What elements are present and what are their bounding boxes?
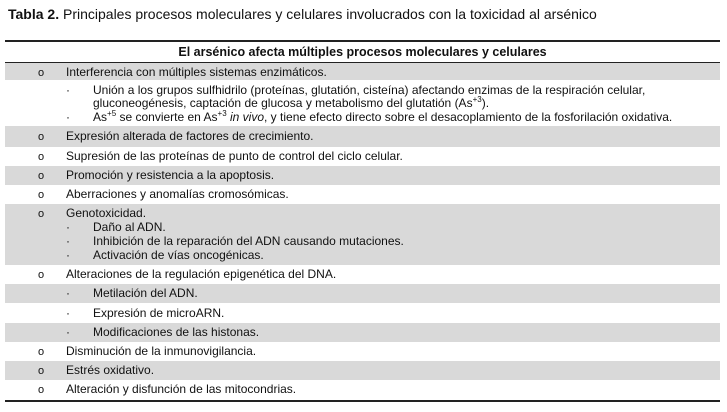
row-text: Aberraciones y anomalías cromosómicas. bbox=[66, 187, 289, 201]
bullet-icon: o bbox=[38, 269, 45, 281]
bullet-icon: o bbox=[38, 151, 45, 163]
table-row bbox=[5, 166, 720, 185]
table-caption bbox=[8, 6, 597, 22]
row-text: Alteraciones de la regulación epigenética del DNA. bbox=[66, 267, 337, 281]
table-row bbox=[5, 185, 720, 204]
row-text: Promoción y resistencia a la apoptosis. bbox=[66, 168, 275, 182]
caption-label: Tabla 2. bbox=[8, 6, 60, 22]
bullet-icon: o bbox=[38, 346, 45, 358]
table-row bbox=[5, 126, 720, 147]
caption-text: Principales procesos moleculares y celulares involucrados con la toxicidad al arsénico bbox=[59, 6, 597, 22]
table-row bbox=[5, 380, 720, 400]
row-text: Supresión de las proteínas de punto de control del ciclo celular. bbox=[66, 149, 403, 163]
sub-item: · Metilación del ADN. bbox=[66, 286, 198, 300]
table-row bbox=[5, 265, 720, 284]
table-row bbox=[5, 147, 720, 166]
table-row bbox=[5, 323, 720, 342]
row-text: Genotoxicidad. bbox=[66, 206, 147, 220]
bullet-icon: o bbox=[38, 365, 45, 377]
row-text: Interferencia con múltiples sistemas enzimáticos. bbox=[66, 65, 327, 79]
bullet-icon: o bbox=[38, 384, 45, 396]
table-row bbox=[5, 80, 720, 126]
row-text: Estrés oxidativo. bbox=[66, 363, 155, 377]
bullet-icon: o bbox=[38, 131, 45, 143]
row-text: Alteración y disfunción de las mitocondrias. bbox=[66, 382, 297, 396]
sub-item: · $As^{+5}$ se convierte en $As^{+3}$ in vivo, y tiene efecto directo sobre el desacoplamiento de la fosforilación oxidativa. bbox=[66, 109, 673, 124]
bullet-icon: o bbox=[38, 170, 45, 182]
table-header: El arsénico afecta múltiples procesos moleculares y celulares bbox=[5, 42, 720, 63]
row-text: Expresión alterada de factores de crecimiento. bbox=[66, 129, 314, 143]
table-row bbox=[5, 284, 720, 303]
table-row bbox=[5, 303, 720, 323]
sub-item: · Unión a los grupos sulfhidrilo (proteínas, glutatión, cisteína) afectando enzimas de la respiración celular, bbox=[66, 83, 646, 97]
table-row bbox=[5, 361, 720, 380]
table-row bbox=[5, 204, 720, 265]
bullet-icon: o bbox=[38, 189, 45, 201]
sub-item: · Inhibición de la reparación del ADN causando mutaciones. bbox=[66, 234, 404, 248]
table-row bbox=[5, 342, 720, 361]
sub-item: · Expresión de microARN. bbox=[66, 306, 225, 320]
sub-item: · Modificaciones de las histonas. bbox=[66, 325, 260, 339]
bullet-icon: o bbox=[38, 208, 45, 220]
table-row bbox=[5, 63, 720, 80]
sub-item: · Daño al ADN. bbox=[66, 220, 166, 234]
row-text: Disminución de la inmunovigilancia. bbox=[66, 344, 257, 358]
bullet-icon: o bbox=[38, 67, 45, 79]
arsenic-table bbox=[5, 40, 720, 402]
sub-item: · Activación de vías oncogénicas. bbox=[66, 248, 264, 262]
sub-item-continuation: gluconeogénesis, captación de glucosa y metabolismo del glutatión $(As^{+3})$. bbox=[93, 95, 490, 110]
